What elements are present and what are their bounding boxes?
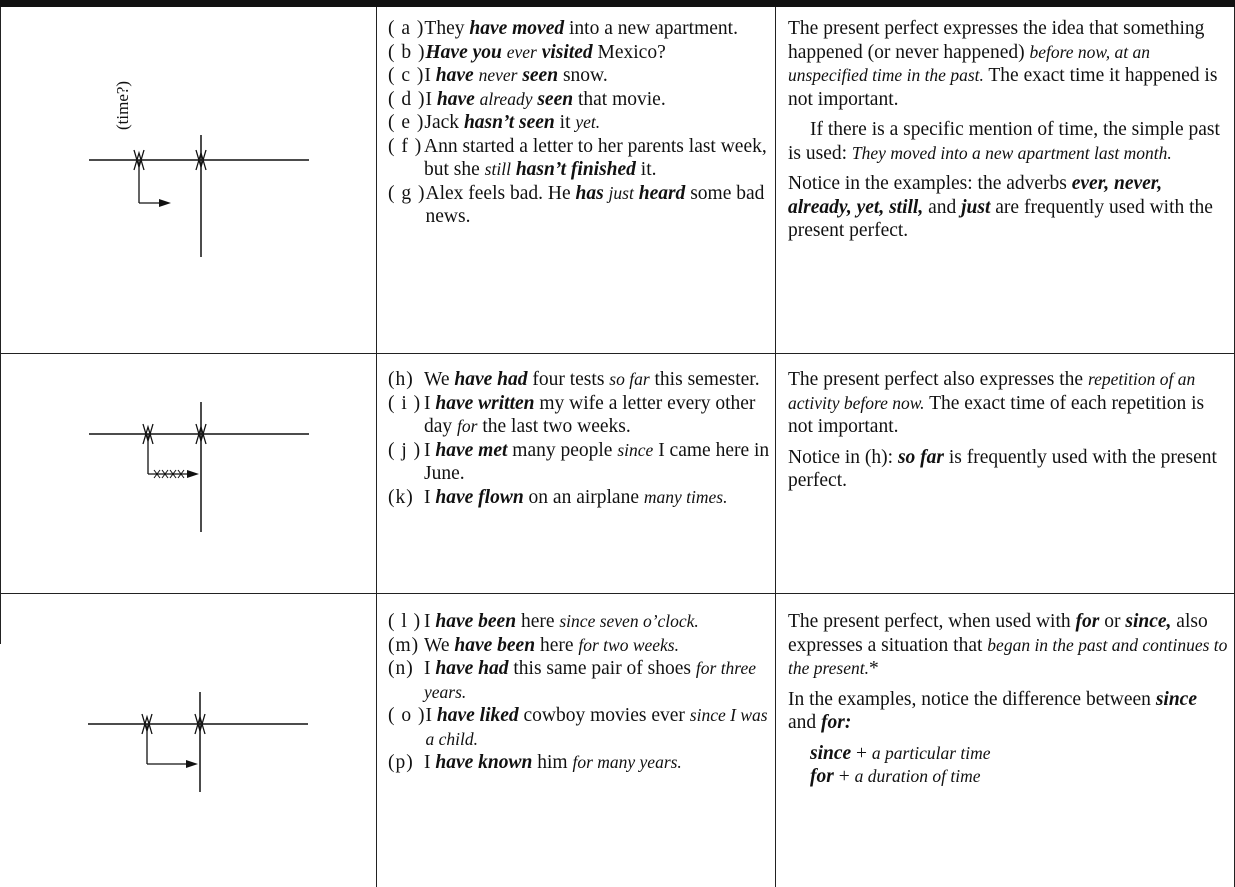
example-sentence bbox=[424, 64, 773, 88]
timeline-diagram-repetition bbox=[1, 354, 378, 594]
text-run: We bbox=[424, 369, 455, 390]
text-run: are frequently used with the present perfect. bbox=[788, 196, 1213, 241]
text-run: I bbox=[424, 658, 436, 679]
example-sentence bbox=[424, 135, 773, 182]
timeline-diagram-cell bbox=[0, 594, 377, 887]
examples-cell bbox=[377, 594, 776, 887]
italic-text: for three years. bbox=[424, 658, 756, 702]
example-letter: ( b ) bbox=[388, 41, 426, 63]
top-border bbox=[0, 0, 1235, 7]
text-run: this same pair of shoes bbox=[508, 658, 696, 679]
text-run: and bbox=[788, 712, 822, 733]
italic-text: just bbox=[608, 182, 634, 203]
example-sentence bbox=[424, 634, 773, 658]
example-item bbox=[388, 135, 773, 182]
emphasized-text: Have you bbox=[425, 41, 502, 63]
example-sentence bbox=[424, 392, 773, 439]
chart-row-3 bbox=[0, 594, 1235, 887]
example-sentence bbox=[424, 368, 773, 392]
emphasized-text: hasn’t seen bbox=[463, 112, 555, 133]
emphasized-text: have liked bbox=[436, 705, 519, 726]
text-run: + bbox=[833, 766, 855, 787]
emphasized-text: since bbox=[1155, 688, 1197, 710]
italic-text: began in the past and continues to the present. bbox=[788, 634, 1228, 678]
example-letter: ( g ) bbox=[388, 182, 426, 204]
example-letter: ( l ) bbox=[388, 611, 422, 632]
example-sentence bbox=[424, 486, 773, 510]
emphasized-text: have been bbox=[435, 611, 517, 632]
explanation-cell bbox=[776, 594, 1235, 887]
emphasized-text: just bbox=[961, 196, 991, 218]
explanation-paragraph bbox=[788, 17, 1228, 111]
example-sentence bbox=[426, 41, 774, 65]
explanation-text bbox=[788, 17, 1228, 250]
text-run: I bbox=[425, 705, 437, 726]
explanation-cell bbox=[776, 7, 1235, 353]
timeline-diagram-cell bbox=[0, 7, 377, 353]
text-run: that movie. bbox=[573, 88, 666, 110]
timeline-diagram-unspecified bbox=[1, 7, 378, 354]
explanation-paragraph bbox=[788, 368, 1228, 439]
example-item bbox=[388, 41, 773, 65]
text-run: Ann started a letter to her parents last week, but she bbox=[424, 135, 767, 180]
text-run: cowboy movies ever bbox=[518, 705, 690, 726]
explanation-paragraph bbox=[788, 118, 1228, 165]
explanation-text bbox=[788, 610, 1228, 789]
text-run: my wife a letter every other day bbox=[424, 392, 756, 437]
emphasized-text: for: bbox=[821, 712, 852, 733]
example-letter: (m) bbox=[388, 634, 420, 656]
emphasized-text: since, bbox=[1125, 611, 1172, 632]
example-item bbox=[388, 610, 773, 634]
text-run: Notice in the examples: the adverbs bbox=[788, 173, 1072, 194]
timeline-diagram-continuing bbox=[0, 594, 377, 887]
example-letter: (p) bbox=[388, 752, 414, 773]
example-letter: ( c ) bbox=[388, 65, 425, 86]
emphasized-text: have bbox=[435, 65, 474, 86]
text-run: I bbox=[424, 392, 436, 414]
text-run: I bbox=[425, 88, 437, 110]
emphasized-text: have had bbox=[454, 369, 528, 390]
text-run: + bbox=[851, 742, 872, 764]
example-item bbox=[388, 392, 773, 439]
text-run: The present perfect expresses the idea that something happened (or never happened) bbox=[788, 18, 1205, 63]
example-item bbox=[388, 439, 773, 486]
emphasized-text: seen bbox=[522, 65, 559, 86]
example-letter: ( a ) bbox=[388, 18, 425, 39]
text-run: I came here in June. bbox=[424, 439, 770, 484]
italic-text: since bbox=[617, 439, 654, 460]
example-item bbox=[388, 182, 773, 229]
text-run: on an airplane bbox=[523, 486, 644, 508]
example-letter: ( d ) bbox=[388, 88, 426, 110]
examples-cell bbox=[377, 354, 776, 593]
text-run: the last two weeks. bbox=[477, 416, 631, 437]
italic-text: still bbox=[484, 159, 511, 179]
example-letter: ( e ) bbox=[388, 112, 425, 133]
italic-text: ever bbox=[506, 41, 537, 62]
example-item bbox=[388, 486, 773, 510]
example-letter: ( f ) bbox=[388, 135, 423, 157]
timeline-diagram-cell bbox=[0, 354, 377, 593]
example-item bbox=[388, 64, 773, 88]
text-run: here bbox=[535, 634, 579, 656]
text-run: this semester. bbox=[649, 369, 760, 390]
example-item bbox=[388, 111, 773, 135]
emphasized-text: has bbox=[575, 182, 604, 204]
emphasized-text: for bbox=[810, 766, 834, 787]
italic-text: never bbox=[478, 65, 518, 85]
emphasized-text: ever, never, already, yet, still, bbox=[788, 173, 1163, 218]
italic-text: for two weeks. bbox=[578, 634, 679, 655]
italic-text: repetition of an activity before now. bbox=[788, 369, 1196, 413]
explanation-paragraph bbox=[788, 446, 1228, 493]
emphasized-text: have been bbox=[454, 634, 536, 656]
example-letter: (n) bbox=[388, 658, 414, 679]
text-run: him bbox=[532, 752, 573, 773]
example-list bbox=[388, 368, 773, 509]
emphasized-text: for bbox=[1075, 611, 1100, 632]
text-run: * bbox=[869, 658, 879, 679]
example-item bbox=[388, 704, 773, 751]
text-run: In the examples, notice the difference between bbox=[788, 688, 1156, 710]
text-run: into a new apartment. bbox=[564, 18, 738, 39]
emphasized-text: have flown bbox=[435, 486, 524, 508]
text-run: The exact time of each repetition is not important. bbox=[788, 392, 1205, 437]
emphasized-text: hasn’t finished bbox=[515, 159, 636, 180]
text-run: here bbox=[516, 611, 560, 632]
emphasized-text: have met bbox=[435, 439, 508, 461]
text-run: Notice in (h): bbox=[788, 446, 898, 468]
example-sentence bbox=[426, 88, 774, 112]
text-run: The present perfect also expresses the bbox=[788, 369, 1088, 390]
formula-line bbox=[810, 742, 1228, 766]
text-run: many people bbox=[507, 439, 618, 461]
example-sentence bbox=[424, 439, 773, 486]
example-item bbox=[388, 657, 773, 704]
italic-text: for many years. bbox=[572, 752, 682, 772]
example-letter: (h) bbox=[388, 369, 414, 390]
italic-text: They moved into a new apartment last month. bbox=[851, 142, 1172, 163]
example-item bbox=[388, 88, 773, 112]
example-sentence bbox=[426, 704, 774, 751]
example-item bbox=[388, 634, 773, 658]
example-letter: ( j ) bbox=[388, 439, 422, 461]
text-run: and bbox=[923, 196, 962, 218]
emphasized-text: have had bbox=[435, 658, 509, 679]
italic-text: so far bbox=[609, 369, 650, 389]
explanation-paragraph bbox=[788, 610, 1228, 681]
explanation-paragraph bbox=[788, 688, 1228, 735]
explanation-paragraph bbox=[788, 172, 1228, 243]
italic-text: a duration of time bbox=[854, 766, 981, 786]
text-run: We bbox=[424, 634, 455, 656]
example-item bbox=[388, 751, 773, 775]
emphasized-text: have written bbox=[435, 392, 535, 414]
example-letter: ( o ) bbox=[388, 705, 426, 726]
time-label: (time?) bbox=[113, 80, 132, 130]
italic-text: many times. bbox=[643, 486, 728, 507]
text-run: Mexico? bbox=[592, 41, 666, 63]
emphasized-text: visited bbox=[541, 41, 593, 63]
italic-text: before now, at an unspecified time in the past. bbox=[788, 41, 1151, 85]
text-run: Jack bbox=[424, 112, 464, 133]
italic-text: for bbox=[457, 416, 478, 436]
example-sentence bbox=[424, 610, 773, 634]
italic-text: yet. bbox=[575, 112, 601, 132]
example-list bbox=[388, 610, 773, 775]
text-run: Alex feels bad. He bbox=[425, 182, 576, 204]
formula-line bbox=[810, 765, 1228, 789]
text-run: is frequently used with the present perfect. bbox=[788, 446, 1217, 491]
example-sentence bbox=[424, 657, 773, 704]
example-letter: ( i ) bbox=[388, 392, 422, 414]
text-run: snow. bbox=[558, 65, 608, 86]
emphasized-text: have bbox=[436, 88, 475, 110]
example-item bbox=[388, 368, 773, 392]
text-run: The exact time it happened is not important. bbox=[788, 65, 1218, 110]
text-run: I bbox=[424, 486, 436, 508]
text-run: or bbox=[1099, 611, 1126, 632]
explanation-text bbox=[788, 368, 1228, 500]
example-sentence bbox=[424, 751, 773, 775]
example-sentence bbox=[426, 182, 774, 229]
italic-text: a particular time bbox=[871, 742, 991, 763]
text-run: They bbox=[424, 18, 470, 39]
italic-text: already bbox=[479, 88, 533, 109]
text-run: four tests bbox=[527, 369, 610, 390]
emphasized-text: so far bbox=[897, 446, 944, 468]
emphasized-text: heard bbox=[638, 182, 686, 204]
text-run: it. bbox=[635, 159, 657, 180]
text-run: If there is a specific mention of time, the simple past is used: bbox=[788, 119, 1220, 164]
example-item bbox=[388, 17, 773, 41]
explanation-cell bbox=[776, 354, 1235, 593]
chart-row-1 bbox=[0, 7, 1235, 354]
grammar-chart bbox=[0, 7, 1235, 887]
example-letter: (k) bbox=[388, 486, 414, 508]
example-list bbox=[388, 17, 773, 229]
example-sentence bbox=[424, 111, 773, 135]
text-run: I bbox=[424, 611, 436, 632]
text-run: some bad news. bbox=[425, 182, 765, 227]
example-sentence bbox=[424, 17, 773, 41]
text-run: it bbox=[554, 112, 576, 133]
italic-text: since I was a child. bbox=[425, 705, 768, 749]
text-run: The present perfect, when used with bbox=[788, 611, 1076, 632]
examples-cell bbox=[377, 7, 776, 353]
emphasized-text: since bbox=[810, 742, 852, 764]
emphasized-text: have known bbox=[435, 752, 533, 773]
text-run: also expresses a situation that bbox=[788, 611, 1208, 656]
text-run: I bbox=[424, 65, 436, 86]
chart-row-2 bbox=[0, 354, 1235, 594]
emphasized-text: seen bbox=[537, 88, 574, 110]
text-run: I bbox=[424, 439, 436, 461]
italic-text: since seven o’clock. bbox=[559, 611, 699, 631]
text-run: I bbox=[424, 752, 436, 773]
emphasized-text: have moved bbox=[469, 18, 565, 39]
